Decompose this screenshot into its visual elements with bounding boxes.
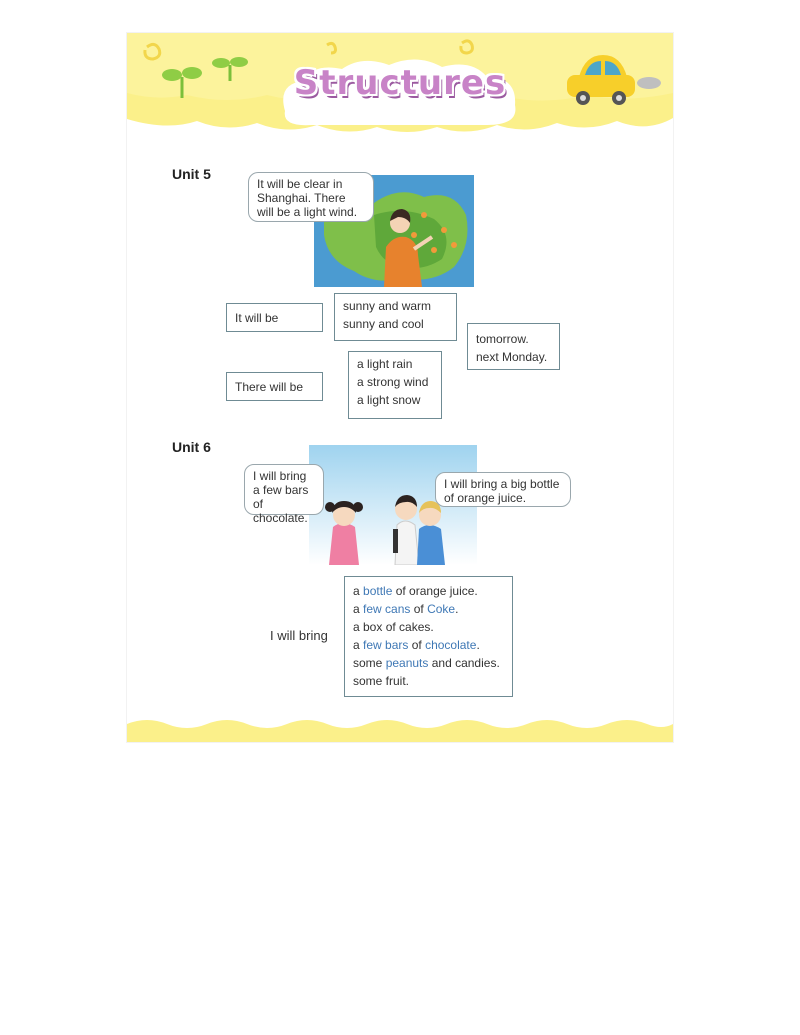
unit6-item: [353, 654, 504, 672]
highlight-word: peanuts: [385, 656, 429, 670]
unit6-items-box: [344, 576, 513, 697]
highlight-word: few cans: [363, 602, 411, 616]
item-text: a: [353, 584, 364, 598]
highlight-word: Coke: [427, 602, 456, 616]
item-text: a box of cakes.: [353, 620, 434, 634]
unit5-options-weather: sunny and warm sunny and cool: [334, 293, 457, 341]
unit6-item: [353, 618, 504, 636]
item-text: .: [476, 638, 480, 652]
unit6-item: [353, 600, 504, 618]
unit5-subject-there-will-be: There will be: [226, 372, 323, 401]
item-text: of: [408, 638, 426, 652]
item-text: of orange juice.: [392, 584, 478, 598]
highlight-word: few bars: [363, 638, 409, 652]
unit6-subject: I will bring: [270, 628, 328, 643]
highlight-word: chocolate: [425, 638, 477, 652]
unit6-item: [353, 582, 504, 600]
unit6-item: [353, 672, 504, 690]
boy-figure: [393, 495, 419, 565]
unit6-heading: Unit 6: [172, 439, 211, 455]
footer-wave: [127, 712, 673, 742]
unit6-speech-bubble-right: I will bring a big bottle of orange juice.: [435, 472, 571, 507]
unit5-subject-it-will-be: It will be: [226, 303, 323, 332]
unit5-speech-bubble: It will be clear in Shanghai. There will be a light wind.: [248, 172, 374, 222]
item-text: some fruit.: [353, 674, 410, 688]
unit5-heading: Unit 5: [172, 166, 211, 182]
unit6-speech-bubble-left: I will bring a few bars of chocolate.: [244, 464, 324, 515]
item-text: a: [353, 602, 364, 616]
unit6-item: [353, 636, 504, 654]
page-title: Structures: [293, 63, 507, 103]
textbook-page: [127, 33, 673, 742]
item-text: of: [410, 602, 428, 616]
item-text: some: [353, 656, 386, 670]
unit5-options-conditions: a light rain a strong wind a light snow: [348, 351, 442, 419]
item-text: and candies.: [428, 656, 500, 670]
unit5-options-time: tomorrow. next Monday.: [467, 323, 560, 370]
item-text: a: [353, 638, 364, 652]
highlight-word: bottle: [363, 584, 393, 598]
item-text: .: [455, 602, 459, 616]
boy-figure-blond: [417, 501, 445, 565]
